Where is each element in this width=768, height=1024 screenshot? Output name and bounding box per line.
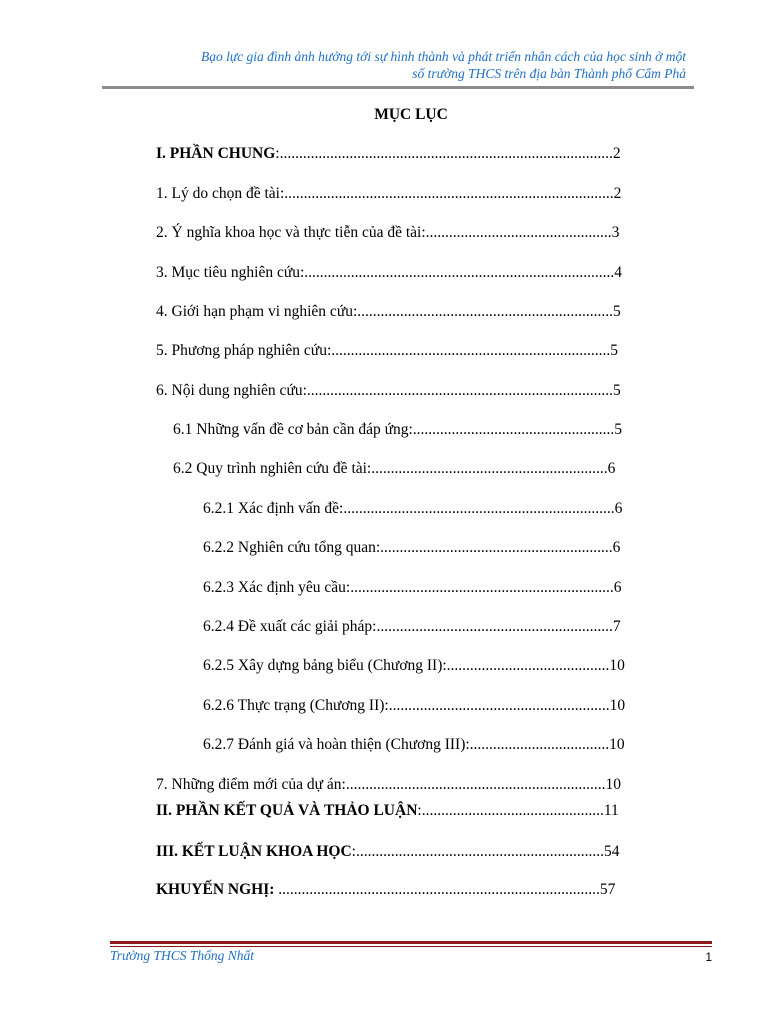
toc-entry[interactable]: I. PHẦN CHUNG:......................................................................................2 <box>156 145 621 162</box>
header-line-2: số trường THCS trên địa bàn Thành phố Cẩm Phả <box>412 66 686 81</box>
toc-entry[interactable]: 4. Giới hạn phạm vi nghiên cứu:..................................................................5 <box>156 303 621 320</box>
toc-entry[interactable]: III. KẾT LUẬN KHOA HỌC:................................................................54 <box>156 843 620 860</box>
toc-entry[interactable]: 7. Những điểm mới của dự án:...................................................................10 <box>156 776 621 793</box>
toc-entry[interactable]: 5. Phương pháp nghiên cứu:........................................................................5 <box>156 342 618 359</box>
toc-entry[interactable]: 6.2.7 Đánh giá và hoàn thiện (Chương III):....................................10 <box>203 736 625 753</box>
toc-entry[interactable]: II. PHẦN KẾT QUẢ VÀ THẢO LUẬN:...............................................11 <box>156 802 619 819</box>
toc-entry[interactable]: 3. Mục tiêu nghiên cứu:................................................................................4 <box>156 264 623 281</box>
toc-entry[interactable]: 6.2.6 Thực trạng (Chương II):.........................................................10 <box>203 697 626 714</box>
header-line-1: Bạo lực gia đình ảnh hưởng tới sự hình thành và phát triển nhân cách của học sinh ở một <box>200 49 686 64</box>
toc-entry[interactable]: 6.2.1 Xác định vấn đề:......................................................................6 <box>203 500 623 517</box>
footer-school: Trường THCS Thống Nhất <box>110 948 254 963</box>
toc-entry[interactable]: 6.2.2 Nghiên cứu tổng quan:............................................................6 <box>203 539 621 556</box>
footer-divider-thin <box>110 946 712 947</box>
page-header <box>100 48 686 82</box>
toc-entry[interactable]: 6.2.3 Xác định yêu cầu:....................................................................6 <box>203 579 622 596</box>
toc-entry[interactable]: 1. Lý do chọn đề tài:.....................................................................................2 <box>156 185 622 202</box>
toc-entry[interactable]: 6.1 Những vấn đề cơ bản cần đáp ứng:....................................................5 <box>173 421 623 438</box>
header-divider <box>102 86 694 89</box>
toc-entry[interactable]: 2. Ý nghĩa khoa học và thực tiễn của đề tài:................................................3 <box>156 224 620 241</box>
toc-entry[interactable]: 6.2.5 Xây dựng bảng biểu (Chương II):..........................................10 <box>203 657 625 674</box>
toc-entry[interactable]: KHUYẾN NGHỊ: ...................................................................................57 <box>156 881 616 898</box>
toc-title: MỤC LỤC <box>374 106 448 123</box>
toc-entry[interactable]: 6.2.4 Đề xuất các giải pháp:.............................................................7 <box>203 618 621 635</box>
toc-entry[interactable]: 6. Nội dung nghiên cứu:...............................................................................5 <box>156 382 621 399</box>
toc-entry[interactable]: 6.2 Quy trình nghiên cứu đề tài:.............................................................6 <box>173 460 616 477</box>
page-number: 1 <box>705 950 712 964</box>
footer-divider <box>110 941 712 944</box>
